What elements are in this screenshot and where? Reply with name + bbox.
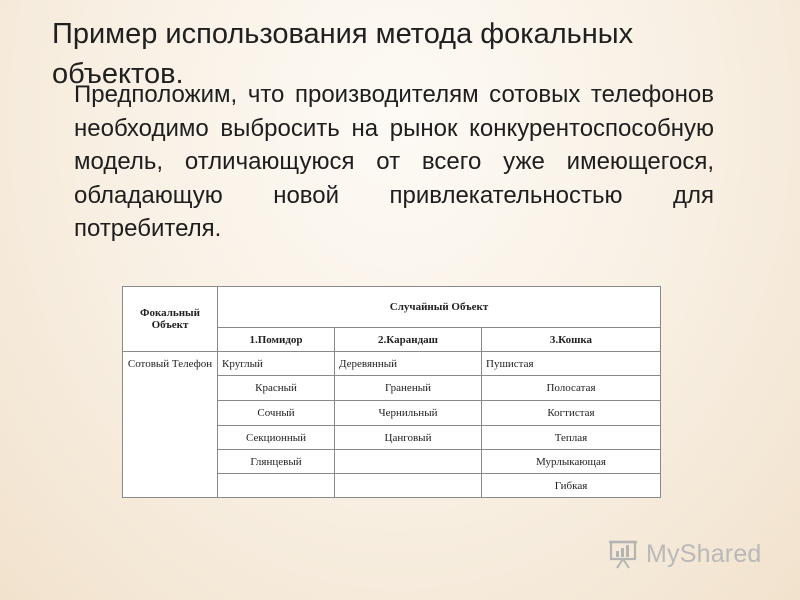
table-cell: Деревянный	[335, 352, 482, 376]
table-cell: Сочный	[218, 401, 335, 426]
table-cell: Глянцевый	[218, 450, 335, 474]
table-header-row	[123, 287, 661, 328]
table-cell: Граненый	[335, 376, 482, 401]
focal-object-cell: Сотовый Телефон	[123, 352, 218, 498]
paragraph-line: потребителя.	[74, 215, 222, 242]
table-cell: Теплая	[482, 426, 661, 450]
focal-object-header: Фокальный Объект	[123, 287, 218, 352]
focal-objects-table	[122, 286, 661, 498]
logo-text: MyShared	[646, 539, 762, 568]
paragraph-line: необходимо выбросить на рынок конкурентоспособную	[74, 114, 714, 142]
table-cell: Пушистая	[482, 352, 661, 376]
paragraph-line: обладающую новой привлекательностью для	[74, 181, 714, 209]
random-object-header: Случайный Объект	[218, 287, 661, 328]
table-cell: Красный	[218, 376, 335, 401]
table-cell	[335, 450, 482, 474]
table-cell: Цанговый	[335, 426, 482, 450]
paragraph-line: модель, отличающуюся от всего уже имеющегося,	[74, 148, 714, 175]
column-header: 3.Кошка	[482, 328, 661, 352]
table-cell	[335, 474, 482, 498]
table-cell: Когтистая	[482, 401, 661, 426]
paragraph-line: Предположим, что производителям сотовых телефонов	[74, 81, 714, 108]
table-row	[123, 352, 661, 376]
intro-paragraph	[74, 78, 714, 246]
table-cell: Полосатая	[482, 376, 661, 401]
column-header: 2.Карандаш	[335, 328, 482, 352]
myshared-logo	[608, 538, 762, 570]
slide-title: Пример использования метода фокальных объектов.	[52, 18, 634, 90]
presentation-board-icon	[608, 538, 640, 570]
table-cell: Гибкая	[482, 474, 661, 498]
table-cell: Секционный	[218, 426, 335, 450]
table-cell: Круглый	[218, 352, 335, 376]
table-cell: Мурлыкающая	[482, 450, 661, 474]
table-cell	[218, 474, 335, 498]
table-cell: Чернильный	[335, 401, 482, 426]
column-header: 1.Помидор	[218, 328, 335, 352]
